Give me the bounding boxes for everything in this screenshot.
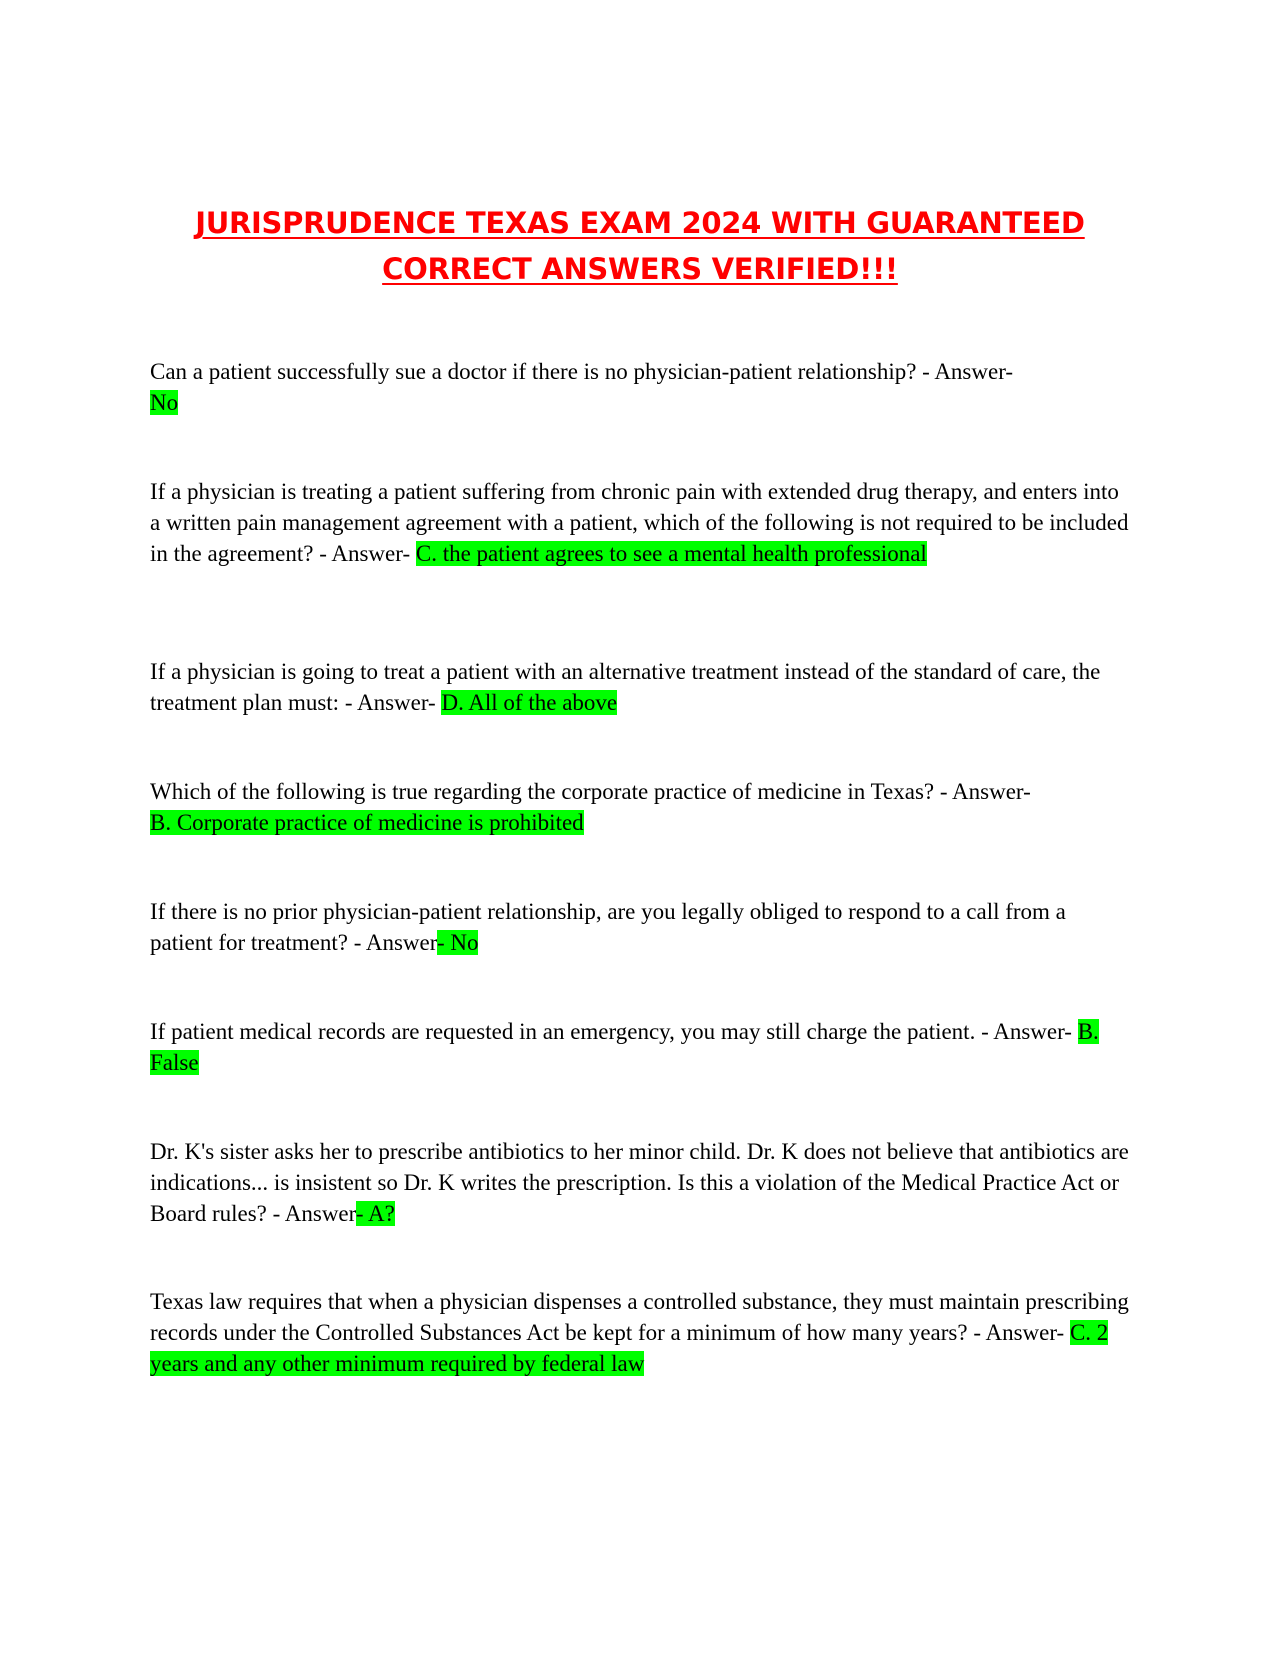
qa-item-1 — [150, 356, 1130, 418]
question-text: Can a patient successfully sue a doctor if there is no physician-patient relationship? - Answer- — [150, 359, 1014, 384]
document-title: JURISPRUDENCE TEXAS EXAM 2024 WITH GUARANTEED CORRECT ANSWERS VERIFIED!!! — [195, 206, 1085, 286]
qa-item-4 — [150, 776, 1130, 838]
qa-item-7 — [150, 1136, 1130, 1229]
answer-highlight: No — [150, 390, 179, 415]
qa-item-2 — [150, 476, 1130, 569]
answer-highlight: - A? — [355, 1201, 395, 1226]
answer-highlight: D. All of the above — [441, 690, 618, 715]
question-text: Dr. K's sister asks her to prescribe antibiotics to her minor child. Dr. K does not believe that antibiotics are indications... is insistent so Dr. K writes the prescription. Is this a violation of the Medical Practice Act or Board rules? - Answer — [150, 1139, 1129, 1226]
question-text: If a physician is treating a patient suffering from chronic pain with extended drug therapy, and enters into a written pain management agreement with a patient, which of the following is not required to be included in the agreement? - Answer- — [150, 479, 1129, 566]
question-text: If patient medical records are requested in an emergency, you may still charge the patient. - Answer- — [150, 1019, 1078, 1044]
qa-item-3 — [150, 656, 1130, 718]
answer-highlight: B. False — [150, 1019, 1099, 1075]
question-text: If a physician is going to treat a patient with an alternative treatment instead of the standard of care, the treatment plan must: - Answer- — [150, 659, 1101, 715]
question-text: Texas law requires that when a physician dispenses a controlled substance, they must maintain prescribing records under the Controlled Substances Act be kept for a minimum of how many years? - Answer- — [150, 1289, 1129, 1345]
answer-highlight: - No — [436, 930, 479, 955]
question-text: Which of the following is true regarding the corporate practice of medicine in Texas? - Answer- — [150, 779, 1031, 804]
qa-item-5 — [150, 896, 1130, 958]
answer-highlight: C. the patient agrees to see a mental health professional — [415, 541, 927, 566]
question-text: If there is no prior physician-patient relationship, are you legally obliged to respond to a call from a patient for treatment? - Answer — [150, 899, 1066, 955]
answer-highlight: B. Corporate practice of medicine is prohibited — [150, 810, 584, 835]
qa-item-6 — [150, 1016, 1130, 1078]
qa-item-8 — [150, 1286, 1130, 1379]
answer-highlight: C. 2 years and any other minimum required by federal law — [150, 1320, 1109, 1376]
